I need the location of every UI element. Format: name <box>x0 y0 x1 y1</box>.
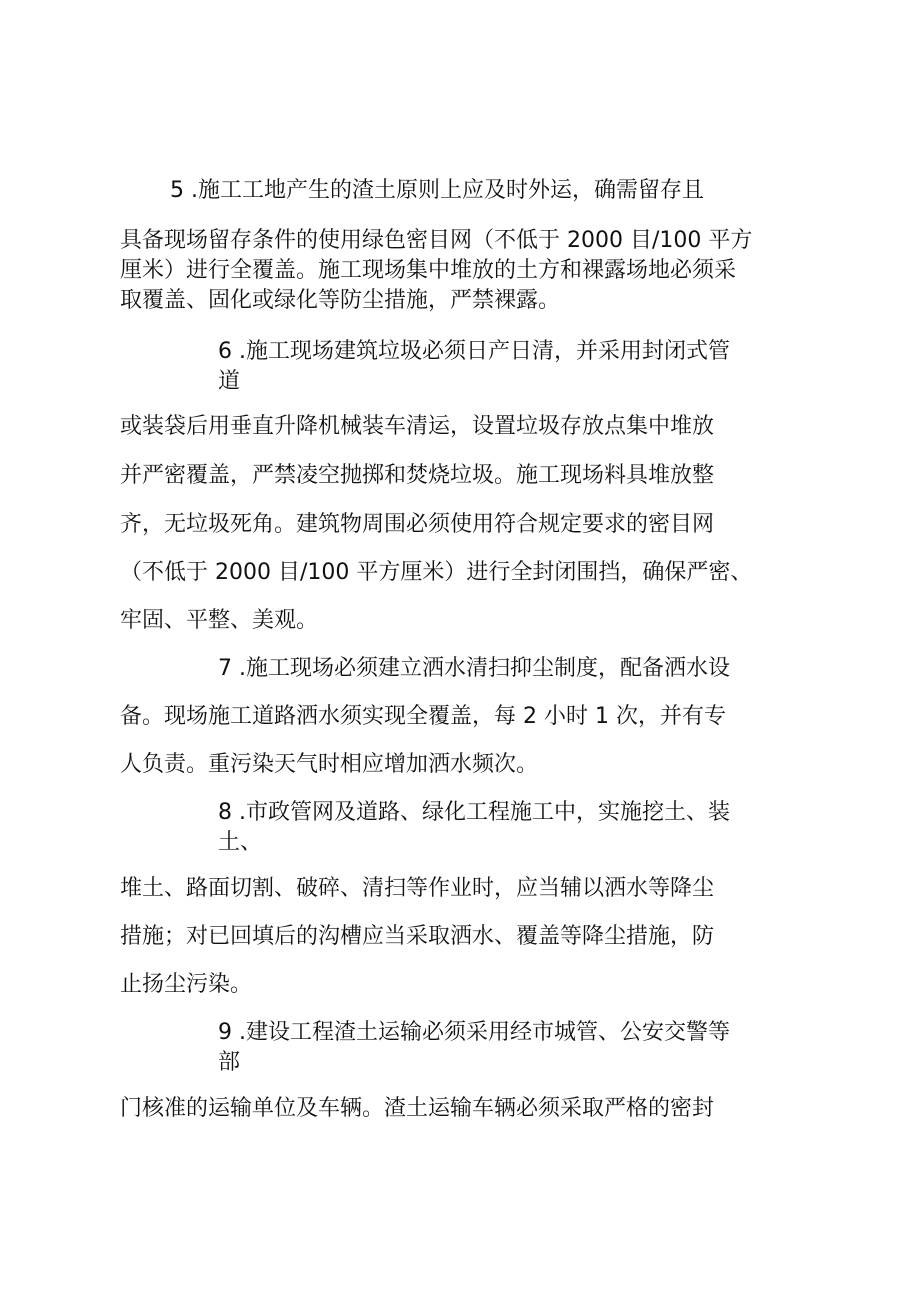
item-7-line-2: 备。现场施工道路洒水须实现全覆盖，每 2 小时 1 次，并有专 <box>120 704 726 729</box>
item-8-line-2: 土、 <box>218 830 263 855</box>
item-5-line-3: 厘米）进行全覆盖。施工现场集中堆放的土方和裸露场地必须采 <box>120 258 737 283</box>
item-6-line-7: 牢固、平整、美观。 <box>120 608 319 633</box>
item-8-line-3: 堆土、路面切割、破碎、清扫等作业时，应当辅以洒水等降尘 <box>120 876 715 901</box>
item-5-line-1: 5 .施工工地产生的渣土原则上应及时外运，确需留存且 <box>170 178 704 203</box>
item-6-line-2: 道 <box>218 369 241 394</box>
item-6-line-5: 齐，无垃圾死角。建筑物周围必须使用符合规定要求的密目网 <box>120 512 715 537</box>
item-5-line-4: 取覆盖、固化或绿化等防尘措施，严禁裸露。 <box>120 288 561 313</box>
item-9-line-2: 部 <box>218 1050 241 1075</box>
item-8-line-4: 措施；对已回填后的沟槽应当采取洒水、覆盖等降尘措施，防 <box>120 924 715 949</box>
item-6-line-4: 并严密覆盖，严禁凌空抛掷和焚烧垃圾。施工现场料具堆放整 <box>120 463 715 488</box>
item-7-line-1: 7 .施工现场必须建立洒水清扫抑尘制度，配备洒水设 <box>218 656 730 681</box>
item-9-line-1: 9 .建设工程渣土运输必须采用经市城管、公安交警等 <box>218 1020 730 1045</box>
item-8-line-5: 止扬尘污染。 <box>120 972 253 997</box>
item-8-line-1: 8 .市政管网及道路、绿化工程施工中，实施挖土、装 <box>218 800 730 825</box>
item-5-line-2: 具备现场留存条件的使用绿色密目网（不低于 2000 目/100 平方 <box>120 228 753 253</box>
item-6-line-1: 6 .施工现场建筑垃圾必须日产日清，并采用封闭式管 <box>218 339 730 364</box>
item-7-line-3: 人负责。重污染天气时相应增加洒水频次。 <box>120 752 539 777</box>
item-6-line-6: （不低于 2000 目/100 平方厘米）进行全封闭围挡，确保严密、 <box>120 560 753 585</box>
item-9-line-3: 门核准的运输单位及车辆。渣土运输车辆必须采取严格的密封 <box>120 1096 715 1121</box>
item-6-line-3: 或装袋后用垂直升降机械装车清运，设置垃圾存放点集中堆放 <box>120 414 715 439</box>
